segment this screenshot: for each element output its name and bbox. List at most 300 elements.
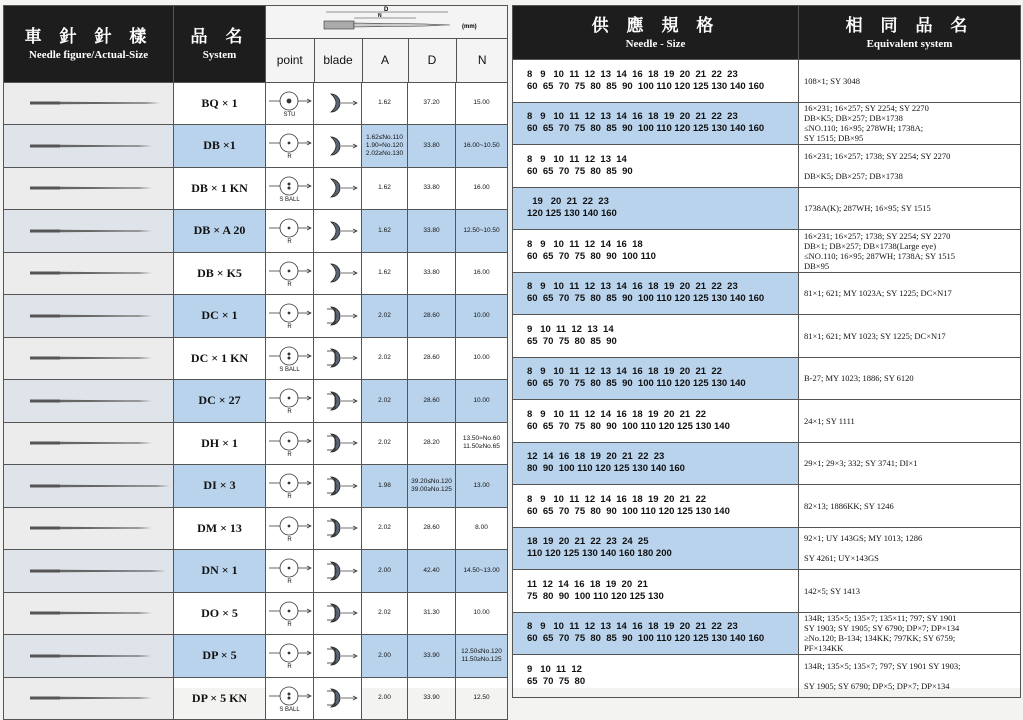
d-value-line: 33.90 [423,694,440,702]
equivalent-systems [799,145,1021,188]
needle-image [4,93,172,113]
d-value [408,125,456,168]
blade-icon [315,260,361,286]
a-value-line: 2.00 [378,651,391,659]
size-metric-row: 120 125 130 140 160 [527,208,617,220]
spec-row [4,125,508,168]
system-name: DI × 3 [174,465,266,508]
blade-icon [315,473,361,499]
equivalent-systems [799,272,1021,315]
d-value [408,337,456,380]
blade-icon [315,175,361,201]
blade-header: blade [314,39,362,82]
size-row [513,315,1021,358]
n-value [456,550,508,593]
equivalent-line: 29×1; 29×3; 332; SY 3741; DI×1 [804,458,918,469]
size-row [513,230,1021,273]
size-metric-row: 65 70 75 80 85 90 [527,335,617,347]
size-numbers-row: 9 10 11 12 13 14 [527,323,614,335]
equivalent-line: 81×1; 621; MY 1023; SY 1225; DC×N17 [804,330,946,341]
a-value-line: 1.90≈No.120 [365,141,404,149]
equivalent-line: 108×1; SY 3048 [804,75,860,86]
blade-cell [314,337,362,380]
size-numbers-row: 18 19 20 21 22 23 24 25 [527,536,649,548]
n-value-line: 10.00 [473,354,490,362]
blade-cell [314,252,362,295]
point-type-label: R [287,324,292,331]
equivalent-line: DB×1; DB×257; DB×1738(Large eye) [804,240,937,251]
needle-figure [4,550,174,593]
equivalent-line: 81×1; 621; MY 1023A; SY 1225; DC×N17 [804,288,952,299]
blade-cell [314,82,362,125]
needle-image [4,136,172,156]
blade-icon [315,303,361,329]
a-value-line: 1.62 [378,99,391,107]
needle-image [4,561,172,581]
size-row [513,102,1021,145]
n-header: N [456,39,507,82]
equiv-header [799,6,1021,60]
equivalent-line: ≤NO.110; 16×95; 278WH; 1738A; [804,123,924,134]
a-value [362,550,408,593]
system-name: DB × 1 KN [174,167,266,210]
size-numbers-row: 19 20 21 22 23 [527,196,609,208]
a-value [362,210,408,253]
size-numbers-row: 11 12 14 16 18 19 20 21 [527,578,648,590]
system-header-en: System [202,48,237,61]
point-type-label: R [287,281,292,288]
n-value-line: 16.00 [473,184,490,192]
d-value [408,635,456,678]
a-value [362,337,408,380]
a-value [362,125,408,168]
d-value-line: 37.20 [423,99,440,107]
a-value-line: 2.02 [378,524,391,532]
spec-row [4,465,508,508]
n-value-line: 10.00 [473,609,490,617]
system-name: BQ × 1 [174,82,266,125]
blade-icon [315,515,361,541]
needle-sizes [513,60,799,103]
size-numbers-row: 8 9 10 11 12 14 16 18 19 20 21 22 [527,408,707,420]
needle-image [4,688,172,708]
size-numbers-row: 12 14 16 18 19 20 21 22 23 [527,451,665,463]
n-value-line: 12.50 [473,694,490,702]
d-value [408,422,456,465]
point-icon [267,428,313,454]
point-header: point [266,39,314,82]
needle-image [4,306,172,326]
needle-sizes [513,102,799,145]
spec-row [4,82,508,125]
d-value [408,295,456,338]
size-row [513,272,1021,315]
needle-figure [4,252,174,295]
n-value-line: 13.50≈No.60 [462,435,501,443]
spec-row [4,550,508,593]
a-value [362,82,408,125]
size-numbers-row: 8 9 10 11 12 13 14 16 18 19 20 21 22 23 [527,111,738,123]
point-cell [266,592,314,635]
size-numbers-row: 9 10 11 12 [527,663,582,675]
d-value [408,592,456,635]
needle-image [4,178,172,198]
point-icon [267,598,313,624]
n-value-line: 11.50≥No.125 [461,655,502,663]
equivalent-systems [799,357,1021,400]
needle-sizes [513,570,799,613]
a-value-line: 2.02 [378,354,391,362]
a-value [362,465,408,508]
point-type-label: S BALL [279,706,300,713]
n-value [456,380,508,423]
a-value-line: 2.02 [378,311,391,319]
n-value [456,465,508,508]
point-icon [267,640,313,666]
size-numbers-row: 8 9 10 11 12 13 14 16 18 19 20 21 22 [527,366,722,378]
system-header-zh: 品 名 [190,26,249,47]
n-value [456,635,508,678]
point-icon [267,470,313,496]
equivalent-line [804,543,1020,553]
blade-cell [314,507,362,550]
equiv-header-zh: 相 同 品 名 [845,15,974,36]
needle-figure [4,82,174,125]
point-type-label: R [287,621,292,628]
size-row [513,655,1021,698]
needle-sizes [513,187,799,230]
size-row [513,442,1021,485]
point-cell [266,422,314,465]
point-cell [266,125,314,168]
d-value-line: 31.30 [423,609,440,617]
needle-image [4,391,172,411]
size-row [513,527,1021,570]
point-type-label: R [287,154,292,161]
n-value [456,252,508,295]
n-value-line: 13.00 [473,481,490,489]
size-numbers-row: 8 9 10 11 12 14 16 18 19 20 21 22 [527,493,707,505]
d-value-line: 42.40 [423,566,440,574]
spec-row [4,337,508,380]
d-value [408,82,456,125]
system-name: DP × 5 [174,635,266,678]
blade-cell [314,295,362,338]
equivalent-systems [799,570,1021,613]
size-row [513,187,1021,230]
d-value-line: 33.80 [423,226,440,234]
needle-image [4,646,172,666]
needle-sizes [513,485,799,528]
needle-sizes [513,315,799,358]
d-value [408,210,456,253]
diagram-unit: (mm) [462,24,477,30]
size-numbers-row: 8 9 10 11 12 13 14 16 18 19 20 21 22 23 [527,68,738,80]
point-cell [266,550,314,593]
point-icon [267,173,313,199]
point-icon [267,683,313,709]
equivalent-line: 92×1; UY 143GS; MY 1013; 1286 [804,533,923,544]
blade-cell [314,125,362,168]
dimension-header [266,6,508,83]
n-value-line: 8.00 [475,524,488,532]
equivalent-systems [799,400,1021,443]
needle-image [4,433,172,453]
system-name: DN × 1 [174,550,266,593]
a-value-line: 2.02 [378,396,391,404]
n-value-line: 15.00 [473,99,490,107]
equivalent-line: 1738A(K); 287WH; 16×95; SY 1515 [804,203,931,214]
a-value-line: 1.62 [378,269,391,277]
needle-figure [4,167,174,210]
d-value-line: 33.90 [423,651,440,659]
n-value-line: 16.00 [473,269,490,277]
blade-cell [314,167,362,210]
point-type-label: S BALL [279,366,300,373]
equivalent-line: 24×1; SY 1111 [804,415,855,426]
point-cell [266,465,314,508]
size-metric-row: 60 65 70 75 80 85 90 100 110 120 125 130 140 [527,378,746,390]
point-type-label: R [287,664,292,671]
size-equivalent-table [512,5,1021,698]
d-value-line: 39.00≥No.125 [411,485,452,493]
needle-sizes [513,655,799,698]
d-value-line: 28.60 [423,311,440,319]
equivalent-line: 16×231; 16×257; SY 2254; SY 2270 [804,103,929,114]
left-table-body [4,82,508,720]
point-icon [267,300,313,326]
right-table-body [513,60,1021,698]
n-value [456,337,508,380]
needle-figure [4,295,174,338]
size-header-zh: 供 應 規 格 [591,15,720,36]
equivalent-systems [799,230,1021,273]
diagram-d-label: D [384,7,389,13]
blade-icon [315,558,361,584]
point-icon [267,343,313,369]
needle-image [4,221,172,241]
a-value [362,422,408,465]
needle-image [4,348,172,368]
needle-sizes [513,145,799,188]
blade-cell [314,465,362,508]
d-value [408,507,456,550]
a-value [362,295,408,338]
spec-row [4,422,508,465]
d-value [408,677,456,720]
size-row [513,570,1021,613]
equivalent-systems [799,612,1021,655]
spec-row [4,295,508,338]
size-metric-row: 65 70 75 80 [527,675,586,687]
figure-header-en: Needle figure/Actual-Size [28,48,149,61]
point-icon [267,215,313,241]
spec-row [4,507,508,550]
point-cell [266,507,314,550]
n-value-line: 10.00 [473,311,490,319]
equivalent-line: SY 4261; UY×143GS [804,553,879,564]
size-metric-row: 60 65 70 75 80 85 90 100 110 120 125 130 140 160 [527,633,765,645]
equivalent-line: DB×95 [804,260,830,271]
n-value [456,507,508,550]
system-name: DP × 5 KN [174,677,266,720]
size-metric-row: 75 80 90 100 110 120 125 130 [527,590,664,602]
blade-cell [314,677,362,720]
system-name: DH × 1 [174,422,266,465]
blade-icon [315,90,361,116]
a-value-line: 2.02 [378,439,391,447]
needle-figure [4,380,174,423]
size-row [513,400,1021,443]
equivalent-line: SY 1905; SY 6790; DP×5; DP×7; DP×134 [804,680,950,691]
size-metric-row: 60 65 70 75 80 85 90 100 110 120 125 130 140 160 [527,293,765,305]
point-cell [266,677,314,720]
blade-icon [315,685,361,711]
d-value-line: 28.60 [423,396,440,404]
needle-figure [4,337,174,380]
equivalent-line: SY 1903; SY 1905; SY 6790; DP×7; DP×134 [804,623,960,634]
n-value-line: 12.50≤No.120 [461,647,502,655]
size-header [513,6,799,60]
needle-sizes [513,442,799,485]
equivalent-line: 134R; 135×5; 135×7; 135×11; 797; SY 1901 [804,613,957,624]
equivalent-systems [799,187,1021,230]
n-value [456,422,508,465]
equivalent-systems [799,315,1021,358]
needle-figure [4,592,174,635]
blade-cell [314,550,362,593]
spec-row [4,210,508,253]
equivalent-systems [799,485,1021,528]
point-type-label: STU [283,111,296,118]
a-value-line: 2.00 [378,566,391,574]
needle-sizes [513,612,799,655]
blade-icon [315,218,361,244]
figure-header [4,6,174,83]
needle-spec-table [3,5,508,720]
blade-icon [315,643,361,669]
point-type-label: R [287,536,292,543]
diagram-n-label: N [378,13,382,19]
spec-row [4,380,508,423]
point-type-label: R [287,579,292,586]
blade-icon [315,388,361,414]
point-type-label: R [287,494,292,501]
size-numbers-row: 8 9 10 11 12 14 16 18 [527,238,643,250]
size-metric-row: 60 65 70 75 80 85 90 [527,165,633,177]
system-name: DO × 5 [174,592,266,635]
blade-cell [314,210,362,253]
d-value-line: 33.80 [423,269,440,277]
system-name: DB ×1 [174,125,266,168]
d-value-line: 33.80 [423,141,440,149]
size-metric-row: 60 65 70 75 80 90 100 110 120 125 130 140 [527,505,730,517]
d-value-line: 33.80 [423,184,440,192]
system-name: DC × 1 KN [174,337,266,380]
equivalent-line: DB×K5; DB×257; DB×1738 [804,170,903,181]
size-metric-row: 60 65 70 75 80 90 100 110 [527,250,656,262]
a-value-line: 2.02≥No.130 [365,149,404,157]
size-row [513,612,1021,655]
d-value [408,167,456,210]
a-value-line: 1.62 [378,226,391,234]
n-value-line: 12.50~10.50 [463,226,500,234]
d-value [408,252,456,295]
blade-icon [315,345,361,371]
point-type-label: S BALL [279,196,300,203]
equiv-header-en: Equivalent system [866,37,953,50]
system-header [174,6,266,83]
a-value [362,380,408,423]
size-metric-row: 60 65 70 75 80 90 100 110 120 125 130 140 [527,420,730,432]
needle-figure [4,507,174,550]
a-value [362,677,408,720]
point-cell [266,337,314,380]
point-cell [266,295,314,338]
n-value [456,210,508,253]
needle-figure [4,125,174,168]
a-value [362,592,408,635]
needle-sizes [513,527,799,570]
needle-dimension-diagram [266,6,507,39]
n-value [456,167,508,210]
n-value [456,82,508,125]
a-header: A [362,39,408,82]
equivalent-line [804,671,1020,681]
a-value [362,167,408,210]
equivalent-line: DB×K5; DB×257; DB×1738 [804,113,903,124]
d-value [408,380,456,423]
blade-icon [315,133,361,159]
point-cell [266,210,314,253]
n-value [456,592,508,635]
point-type-label: R [287,409,292,416]
equivalent-line [804,161,1020,171]
spec-row [4,592,508,635]
n-value [456,295,508,338]
needle-image [4,476,172,496]
size-header-en: Needle - Size [625,37,686,50]
spec-row [4,252,508,295]
size-metric-row: 60 65 70 75 80 85 90 100 110 120 125 130 140 160 [527,123,765,135]
d-value [408,465,456,508]
sub-header-row [266,39,507,82]
needle-diagram-icon [266,6,506,38]
system-name: DC × 27 [174,380,266,423]
system-name: DB × K5 [174,252,266,295]
needle-image [4,263,172,283]
point-icon [267,385,313,411]
point-cell [266,252,314,295]
point-icon [267,555,313,581]
equivalent-line: 134R; 135×5; 135×7; 797; SY 1901 SY 1903; [804,660,961,671]
size-row [513,485,1021,528]
blade-cell [314,380,362,423]
spec-row [4,635,508,678]
spec-row [4,677,508,720]
d-value [408,550,456,593]
equivalent-line: ≤NO.110; 16×95; 287WH; 1738A; SY 1515 [804,250,955,261]
a-value-line: 1.98 [378,481,391,489]
point-type-label: R [287,451,292,458]
equivalent-systems [799,655,1021,698]
equivalent-line: 142×5; SY 1413 [804,585,860,596]
system-name: DM × 13 [174,507,266,550]
d-value-line: 28.20 [423,439,440,447]
point-icon [267,258,313,284]
blade-icon [315,600,361,626]
needle-figure [4,677,174,720]
